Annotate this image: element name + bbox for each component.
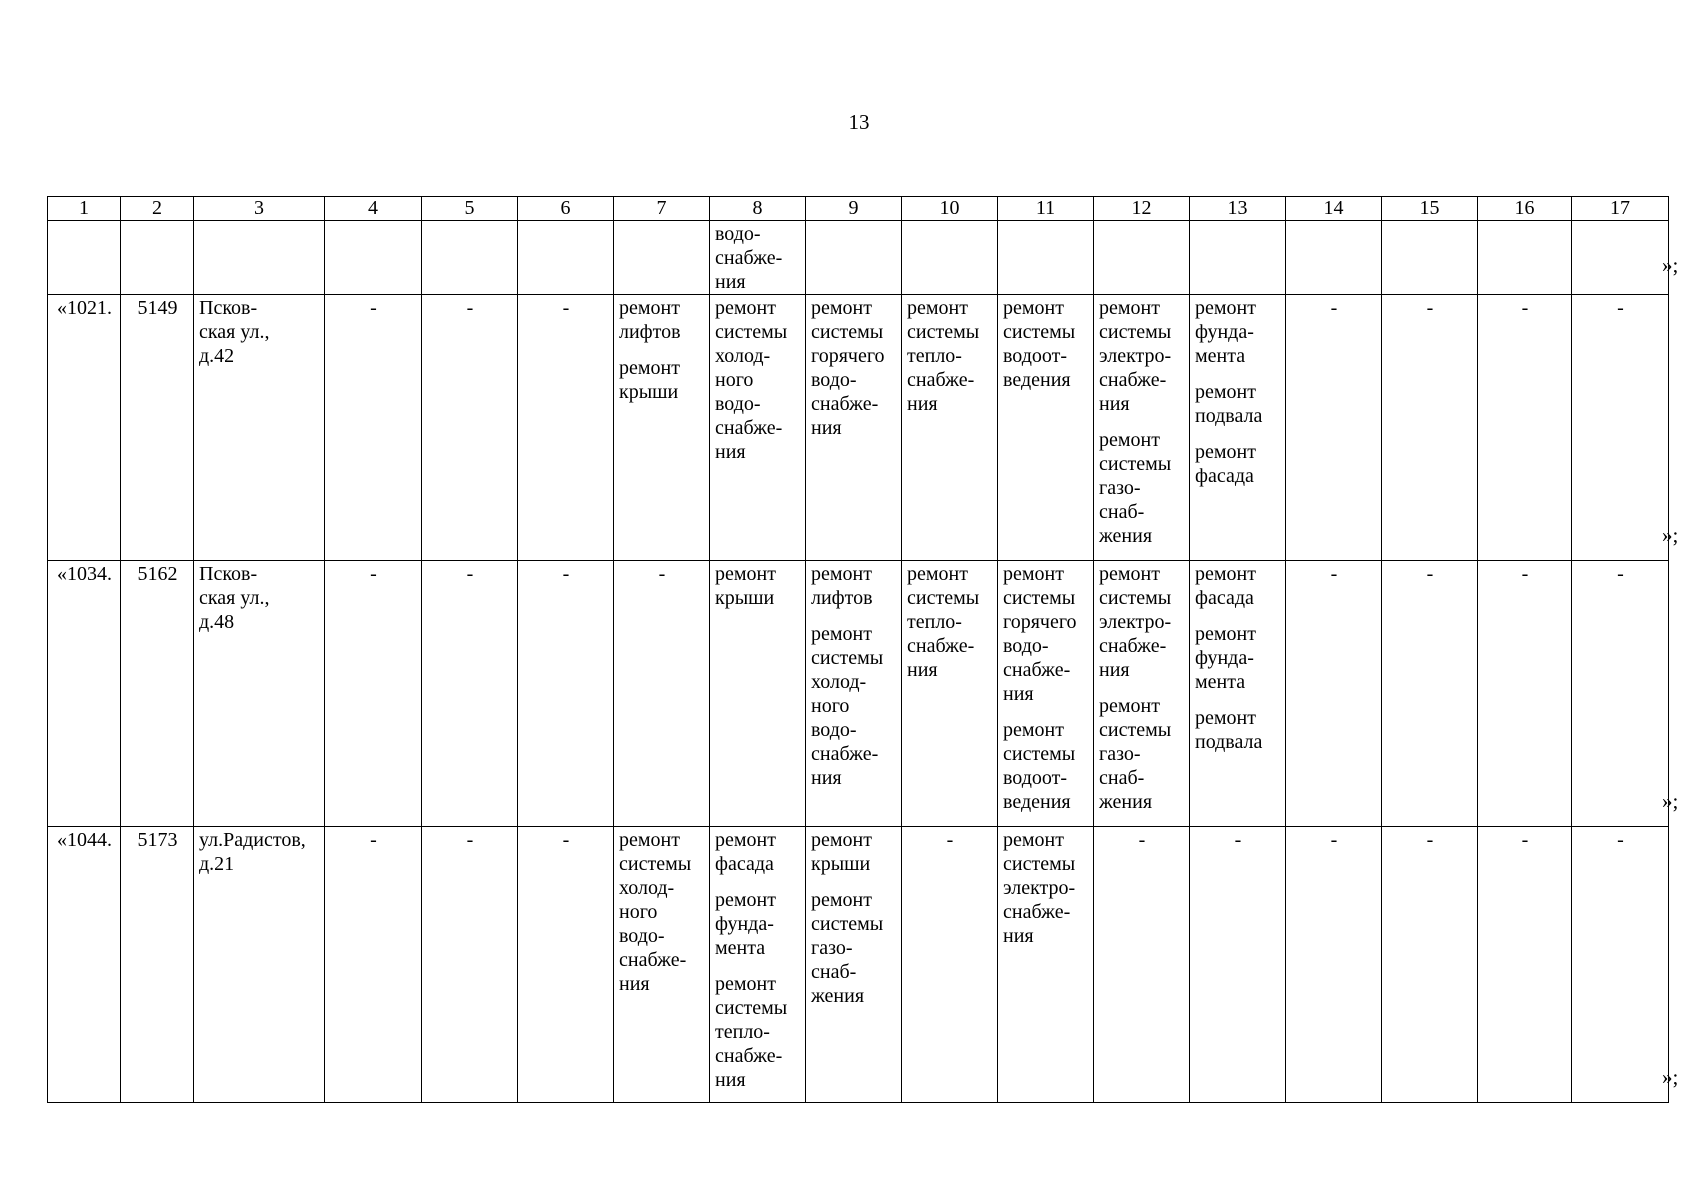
cell-c13: - xyxy=(1190,827,1286,1103)
cell-c8 xyxy=(710,561,806,827)
work-item: ремонт фунда- мента xyxy=(1195,297,1256,367)
header-cell: 11 xyxy=(998,197,1094,221)
cell-c17: - xyxy=(1572,295,1669,561)
cell-code: 5162 xyxy=(121,561,194,827)
cell-c10 xyxy=(902,295,998,561)
cell-text: водо- снабже- ния xyxy=(715,223,783,293)
work-item: ремонт крыши xyxy=(811,829,872,875)
cell-address: Псков- ская ул., д.48 xyxy=(194,561,325,827)
cell-code: 5149 xyxy=(121,295,194,561)
table-row xyxy=(48,561,1669,827)
cell-c5: - xyxy=(422,295,518,561)
work-item: ремонт системы водоот- ведения xyxy=(1003,719,1076,813)
cell-c6: - xyxy=(518,827,614,1103)
work-item: ремонт системы водоот- ведения xyxy=(1003,297,1076,391)
cell-c9 xyxy=(806,561,902,827)
header-cell: 6 xyxy=(518,197,614,221)
work-item: ремонт системы газо- снаб- жения xyxy=(1099,429,1172,547)
cell-c16: - xyxy=(1478,561,1572,827)
closing-quote-mark: »; xyxy=(1662,253,1679,277)
work-item: ремонт системы тепло- снабже- ния xyxy=(907,297,980,415)
cell-c12: - xyxy=(1094,827,1190,1103)
closing-quote-mark: »; xyxy=(1662,523,1679,547)
work-item: ремонт системы горячего водо- снабже- ния xyxy=(811,297,885,439)
work-item: ремонт фасада xyxy=(1195,441,1256,487)
work-item: ремонт фасада xyxy=(1195,563,1256,609)
work-item: ремонт системы холод- ного водо- снабже- ния xyxy=(715,297,788,463)
cell-c5: - xyxy=(422,561,518,827)
closing-quote-mark: »; xyxy=(1662,1065,1679,1089)
cell-address: ул.Радистов, д.21 xyxy=(194,827,325,1103)
cell-num: «1034. xyxy=(48,561,121,827)
work-item: ремонт лифтов xyxy=(619,297,681,343)
cell-c16: - xyxy=(1478,295,1572,561)
work-item: ремонт системы тепло- снабже- ния xyxy=(907,563,980,681)
cell-c7 xyxy=(614,295,710,561)
header-cell: 3 xyxy=(194,197,325,221)
cell-c9 xyxy=(806,295,902,561)
cell-c8 xyxy=(710,295,806,561)
header-cell: 5 xyxy=(422,197,518,221)
work-item: ремонт системы электро- снабже- ния xyxy=(1003,829,1076,947)
column-number-row xyxy=(48,197,1669,221)
repair-schedule-table xyxy=(47,196,1669,1103)
page-number: 13 xyxy=(848,110,870,134)
cell-c12 xyxy=(1094,295,1190,561)
header-cell: 15 xyxy=(1382,197,1478,221)
cell-c11 xyxy=(998,561,1094,827)
header-cell: 7 xyxy=(614,197,710,221)
header-cell: 12 xyxy=(1094,197,1190,221)
work-item: ремонт системы холод- ного водо- снабже- ния xyxy=(619,829,692,995)
cell-c12 xyxy=(1094,561,1190,827)
data-rows xyxy=(48,295,1669,1103)
work-item: ремонт системы электро- снабже- ния xyxy=(1099,563,1172,681)
cell-c15: - xyxy=(1382,295,1478,561)
cell-c9 xyxy=(806,827,902,1103)
work-item: ремонт крыши xyxy=(619,357,680,403)
cell-c14: - xyxy=(1286,827,1382,1103)
cell-c16: - xyxy=(1478,827,1572,1103)
work-item: ремонт системы электро- снабже- ния xyxy=(1099,297,1172,415)
cell-c14: - xyxy=(1286,561,1382,827)
work-item: ремонт системы газо- снаб- жения xyxy=(1099,695,1172,813)
cell-c13 xyxy=(1190,295,1286,561)
cell-c7 xyxy=(614,827,710,1103)
work-item: ремонт подвала xyxy=(1195,381,1263,427)
cell-c11 xyxy=(998,827,1094,1103)
continuation-cell xyxy=(710,221,806,295)
work-item: ремонт системы холод- ного водо- снабже- ния xyxy=(811,623,884,789)
work-item: ремонт системы тепло- снабже- ния xyxy=(715,973,788,1091)
work-item: ремонт системы горячего водо- снабже- ния xyxy=(1003,563,1077,705)
work-item: ремонт подвала xyxy=(1195,707,1263,753)
cell-c7: - xyxy=(614,561,710,827)
cell-c14: - xyxy=(1286,295,1382,561)
cell-c11 xyxy=(998,295,1094,561)
header-cell: 8 xyxy=(710,197,806,221)
table-row xyxy=(48,827,1669,1103)
cell-c6: - xyxy=(518,295,614,561)
cell-c4: - xyxy=(325,827,422,1103)
work-item: ремонт фасада xyxy=(715,829,776,875)
header-cell: 2 xyxy=(121,197,194,221)
work-item: ремонт системы газо- снаб- жения xyxy=(811,889,884,1007)
cell-address: Псков- ская ул., д.42 xyxy=(194,295,325,561)
cell-c17: - xyxy=(1572,561,1669,827)
cell-c15: - xyxy=(1382,827,1478,1103)
table-row xyxy=(48,295,1669,561)
work-item: ремонт фунда- мента xyxy=(715,889,776,959)
continuation-row xyxy=(48,221,1669,295)
header-cell: 4 xyxy=(325,197,422,221)
work-item: ремонт фунда- мента xyxy=(1195,623,1256,693)
cell-c4: - xyxy=(325,295,422,561)
header-cell: 13 xyxy=(1190,197,1286,221)
header-cell: 16 xyxy=(1478,197,1572,221)
cell-c5: - xyxy=(422,827,518,1103)
header-cell: 1 xyxy=(48,197,121,221)
cell-num: «1021. xyxy=(48,295,121,561)
work-item: ремонт крыши xyxy=(715,563,776,609)
cell-c4: - xyxy=(325,561,422,827)
closing-quote-mark: »; xyxy=(1662,789,1679,813)
header-cell: 14 xyxy=(1286,197,1382,221)
cell-c10: - xyxy=(902,827,998,1103)
cell-c15: - xyxy=(1382,561,1478,827)
header-cell: 9 xyxy=(806,197,902,221)
header-cell: 17 xyxy=(1572,197,1669,221)
header-cell: 10 xyxy=(902,197,998,221)
cell-c8 xyxy=(710,827,806,1103)
cell-code: 5173 xyxy=(121,827,194,1103)
work-item: ремонт лифтов xyxy=(811,563,873,609)
cell-c13 xyxy=(1190,561,1286,827)
cell-c17: - xyxy=(1572,827,1669,1103)
cell-c6: - xyxy=(518,561,614,827)
cell-c10 xyxy=(902,561,998,827)
cell-num: «1044. xyxy=(48,827,121,1103)
